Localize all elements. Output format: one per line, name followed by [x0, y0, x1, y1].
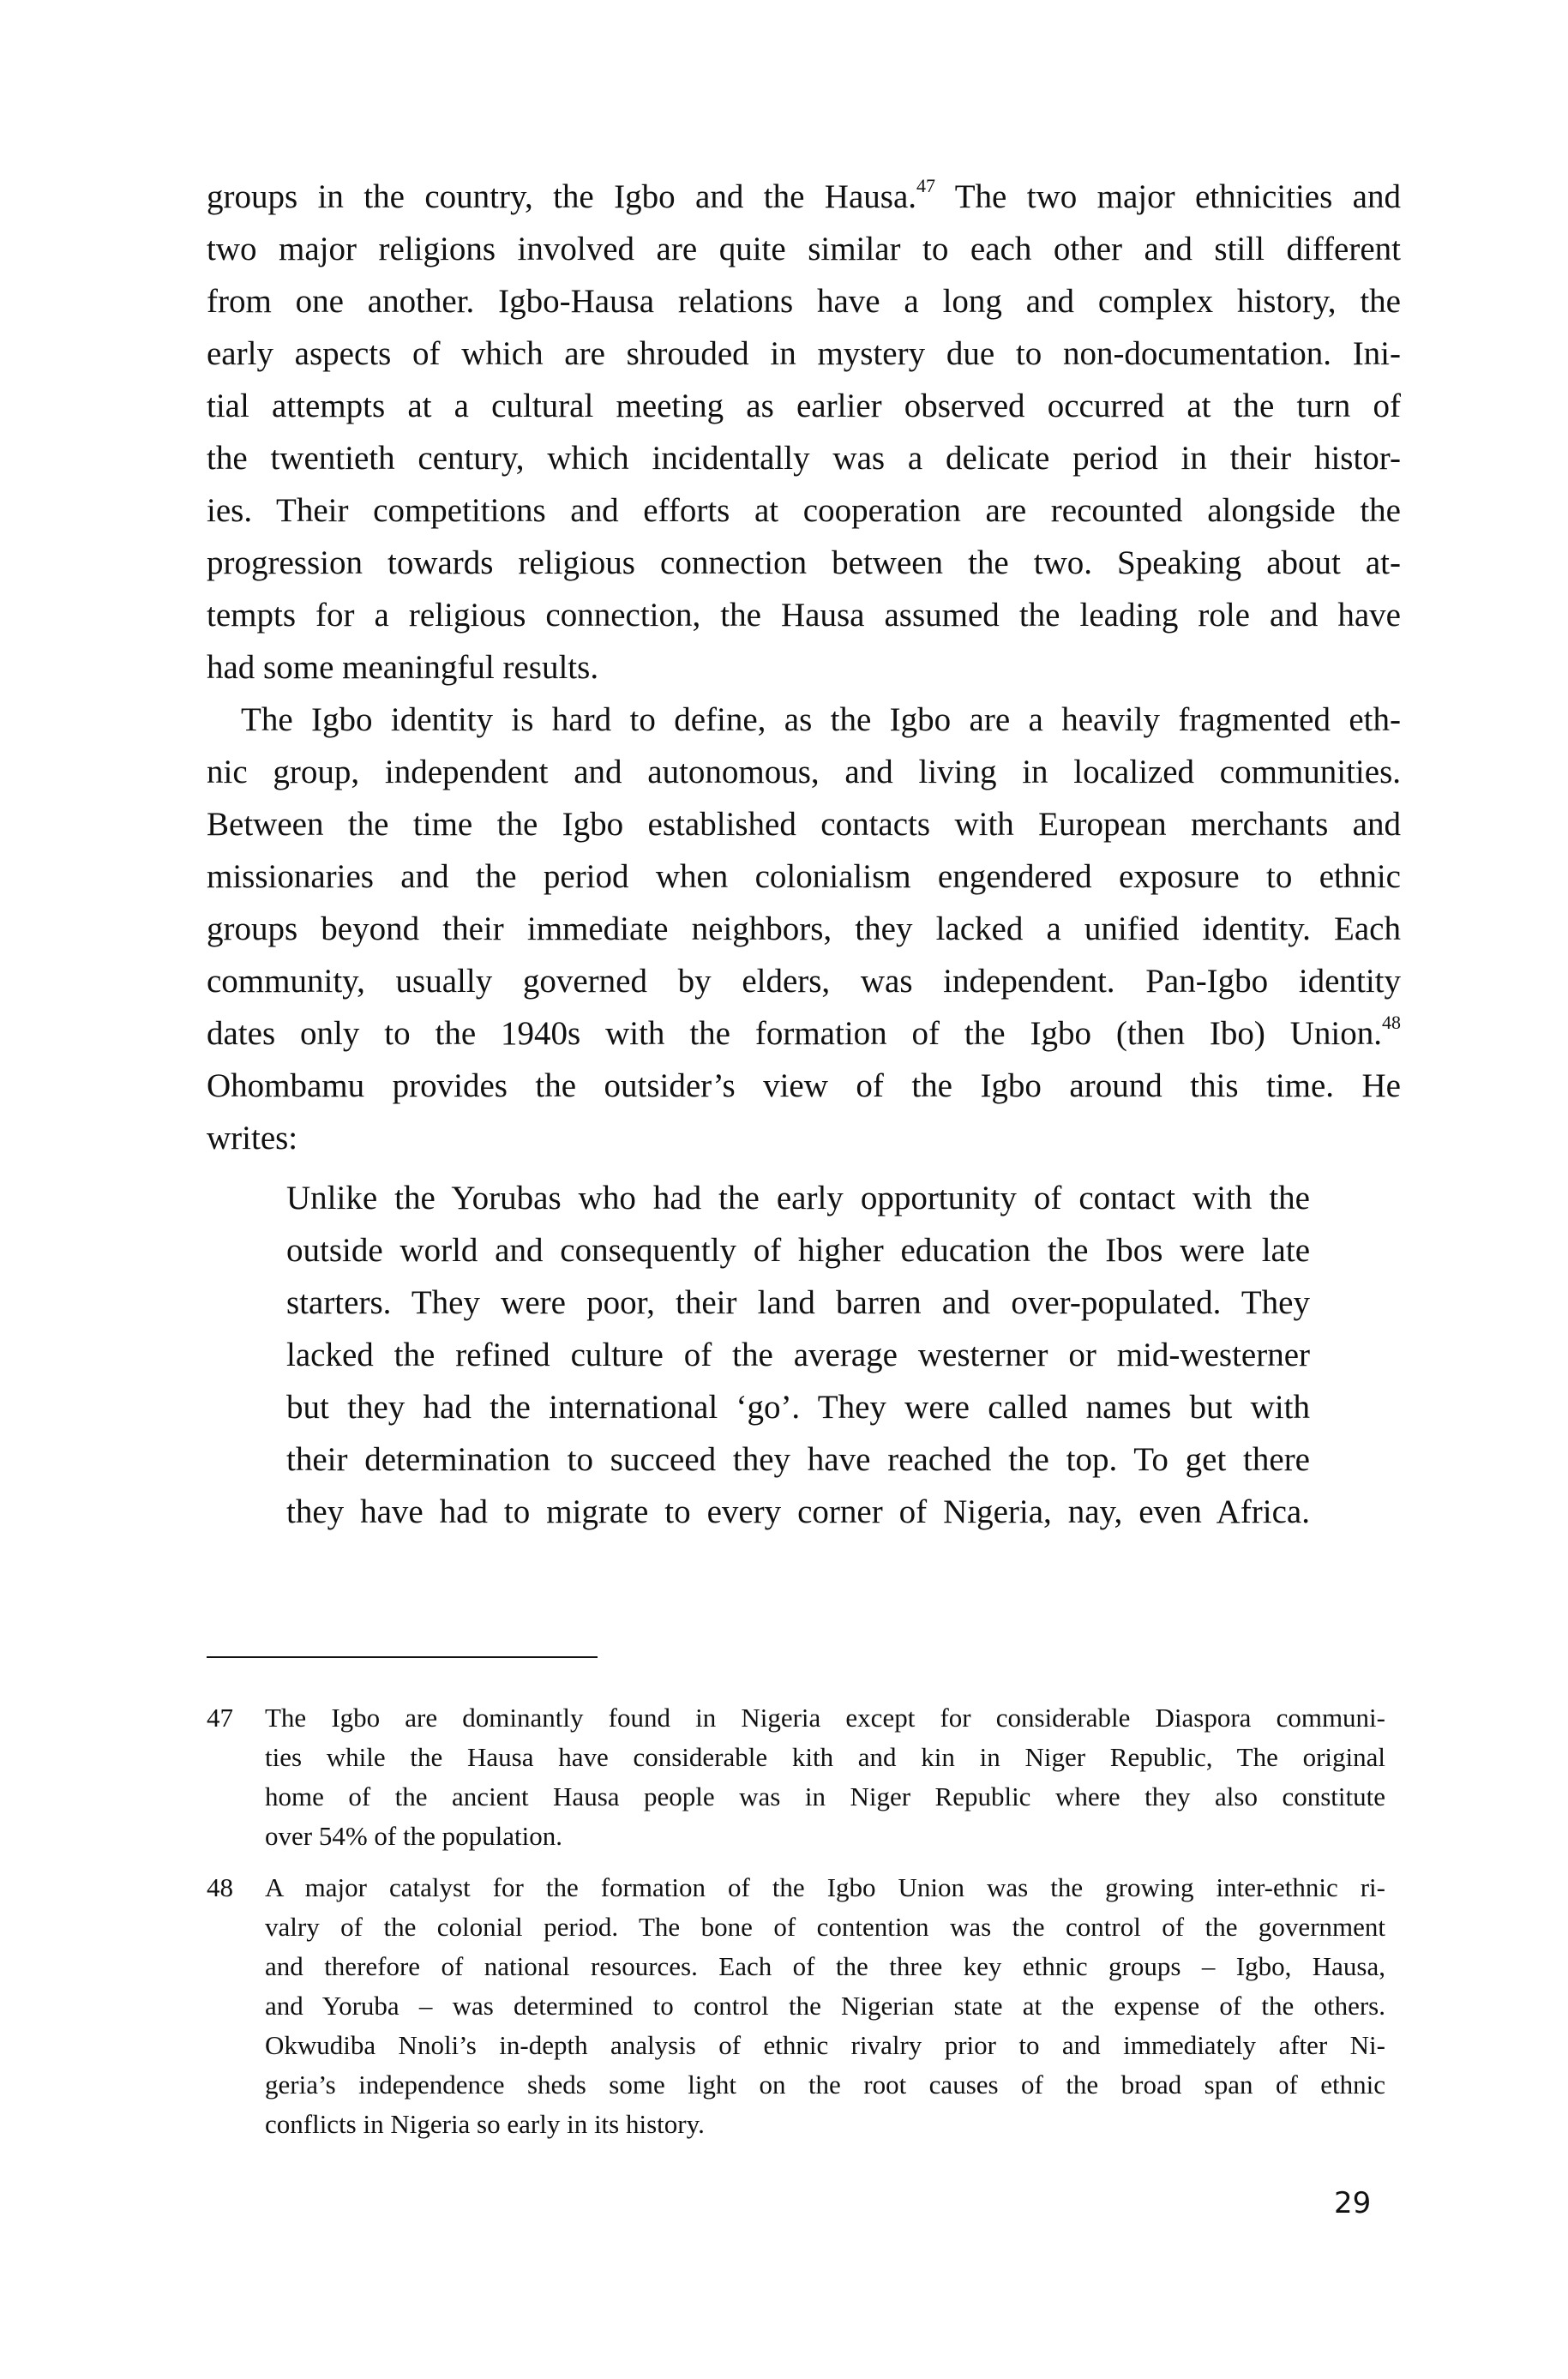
text-line: ies. Their competitions and efforts at cooperation are recounted alongside the [207, 492, 1401, 529]
text-line: Ohombamu provides the outsider’s view of the Igbo around this time. He [207, 1067, 1401, 1104]
footnote-separator [207, 1656, 598, 1658]
text-line: their determination to succeed they have reached the top. To get there [286, 1441, 1310, 1478]
text-line: The Igbo are dominantly found in Nigeria except for considerable Diaspora communi- [265, 1703, 1385, 1733]
text-line: home of the ancient Hausa people was in Niger Republic where they also constitute [265, 1781, 1385, 1811]
text-line: had some meaningful results. [207, 649, 599, 686]
text-line: writes: [207, 1120, 298, 1156]
text-line: tempts for a religious connection, the Hausa assumed the leading role and have [207, 597, 1401, 634]
paragraph [207, 171, 1401, 694]
text-line: over 54% of the population. [265, 1821, 562, 1851]
text-segment: The two major ethnicities and [935, 178, 1401, 215]
text-line: lacked the refined culture of the average westerner or mid-westerner [286, 1337, 1310, 1373]
text-line: nic group, independent and autonomous, and living in localized communities. [207, 754, 1401, 790]
text-line: tial attempts at a cultural meeting as earlier observed occurred at the turn of [207, 387, 1401, 424]
text-line: Unlike the Yorubas who had the early opportunity of contact with the [286, 1180, 1310, 1217]
text-line: outside world and consequently of higher education the Ibos were late [286, 1232, 1310, 1269]
footnote-text [265, 1698, 1385, 1856]
text-line: Okwudiba Nnoli’s in-depth analysis of ethnic rivalry prior to and immediately after Ni- [265, 2030, 1385, 2060]
text-line: missionaries and the period when colonialism engendered exposure to ethnic [207, 858, 1401, 895]
text-line: but they had the international ‘go’. They were called names but with [286, 1389, 1310, 1426]
body-text [207, 171, 1401, 1164]
text-line: geria’s independence sheds some light on the root causes of the broad span of ethnic [265, 2070, 1385, 2100]
text-line: starters. They were poor, their land barren and over-populated. They [286, 1284, 1310, 1321]
text-line: ties while the Hausa have considerable kith and kin in Niger Republic, The original [265, 1742, 1385, 1772]
text-line: early aspects of which are shrouded in mystery due to non-documentation. Ini- [207, 335, 1401, 372]
text-segment: dates only to the 1940s with the formation of the Igbo (then Ibo) Union. [207, 1015, 1382, 1052]
text-segment: groups in the country, the Igbo and the Hausa. [207, 178, 916, 215]
footnote-number: 47 [207, 1703, 233, 1733]
text-line [207, 1007, 1401, 1060]
text-line: conflicts in Nigeria so early in its history. [265, 2109, 705, 2139]
text-line: the twentieth century, which incidentally was a delicate period in their histor- [207, 440, 1401, 477]
text-line: valry of the colonial period. The bone of contention was the control of the government [265, 1912, 1385, 1942]
text-line: The Igbo identity is hard to define, as the Igbo are a heavily fragmented eth- [241, 701, 1401, 738]
text-line: Between the time the Igbo established contacts with European merchants and [207, 806, 1401, 843]
footnote-48 [207, 1868, 1385, 2144]
text-line: and therefore of national resources. Each of the three key ethnic groups – Igbo, Hausa, [265, 1951, 1385, 1981]
footnote-number: 48 [207, 1872, 233, 1902]
text-line: A major catalyst for the formation of the Igbo Union was the growing inter-ethnic ri- [265, 1872, 1385, 1902]
block-quote [286, 1172, 1310, 1538]
footnote-47 [207, 1698, 1385, 1856]
paragraph [207, 694, 1401, 1164]
text-line: and Yoruba – was determined to control the Nigerian state at the expense of the others. [265, 1991, 1385, 2021]
page-number: 29 [1334, 2186, 1372, 2220]
footnote-reference[interactable]: 48 [1382, 1012, 1401, 1033]
text-line: they have had to migrate to every corner of Nigeria, nay, even Africa. [286, 1493, 1310, 1530]
text-line [207, 171, 1401, 223]
text-line: progression towards religious connection between the two. Speaking about at- [207, 544, 1401, 581]
footnote-reference[interactable]: 47 [916, 175, 935, 196]
text-line: community, usually governed by elders, was independent. Pan-Igbo identity [207, 963, 1401, 1000]
text-line: from one another. Igbo-Hausa relations have a long and complex history, the [207, 283, 1401, 320]
text-line: two major religions involved are quite similar to each other and still different [207, 231, 1401, 267]
text-line: groups beyond their immediate neighbors, they lacked a unified identity. Each [207, 910, 1401, 947]
footnote-text [265, 1868, 1385, 2144]
